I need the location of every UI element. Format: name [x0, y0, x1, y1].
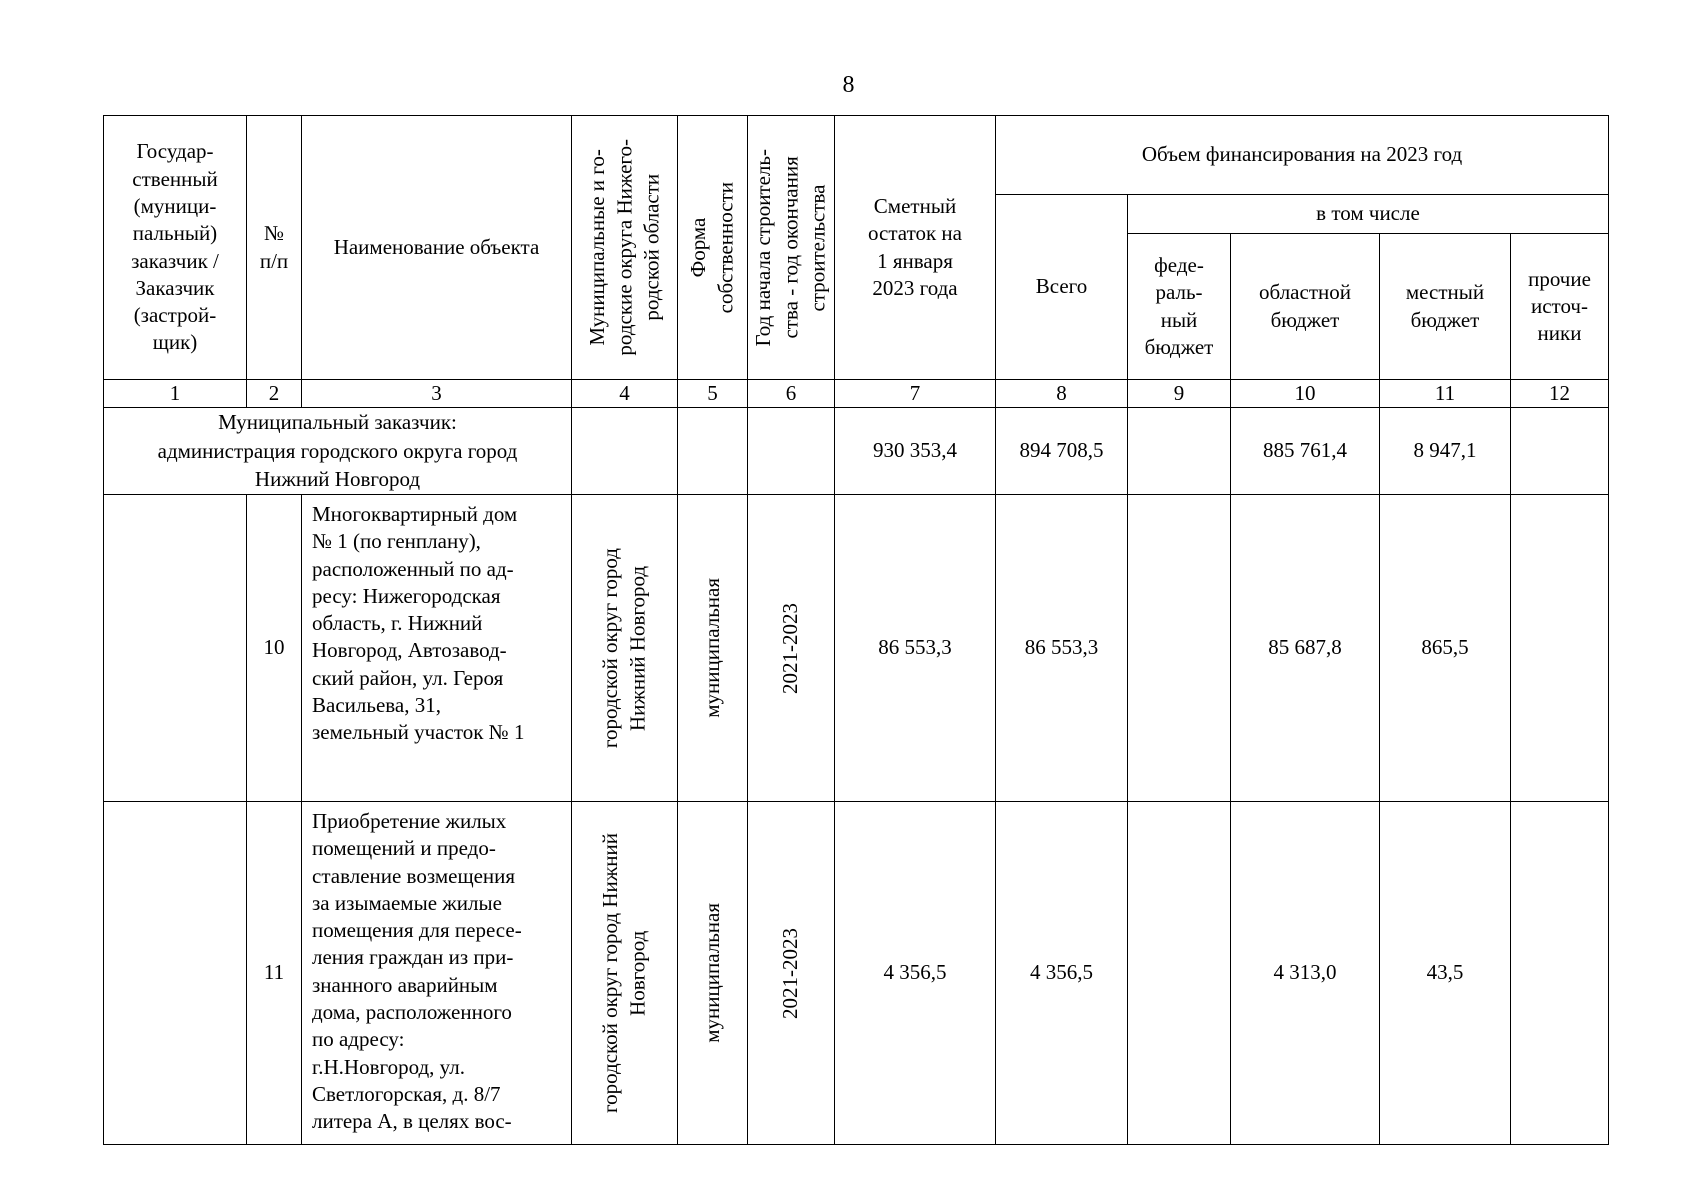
district: городской округ город Нижний Новгород	[572, 802, 678, 1145]
column-number: 10	[1231, 380, 1380, 408]
group-estimate-balance: 930 353,4	[835, 408, 996, 495]
cell-customer	[104, 495, 247, 802]
total-financing: 86 553,3	[996, 495, 1128, 802]
group-total: 894 708,5	[996, 408, 1128, 495]
regional-budget: 85 687,8	[1231, 495, 1380, 802]
column-number: 4	[572, 380, 678, 408]
total-financing: 4 356,5	[996, 802, 1128, 1145]
table-row	[104, 495, 1609, 802]
group-row-municipal-customer	[104, 408, 1609, 495]
estimate-balance: 86 553,3	[835, 495, 996, 802]
district: городской округ город Нижний Новгород	[572, 495, 678, 802]
ownership: муниципальная	[678, 802, 748, 1145]
header-object-name: Наименование объекта	[302, 116, 572, 380]
header-customer: Государ- ственный (муници- пальный) заказчик / Заказчик (застрой- щик)	[104, 116, 247, 380]
group-label: Муниципальный заказчик: администрация городского округа город Нижний Новгород	[104, 408, 572, 495]
estimate-balance: 4 356,5	[835, 802, 996, 1145]
group-regional: 885 761,4	[1231, 408, 1380, 495]
header-row-top	[104, 116, 1609, 195]
cell-empty	[748, 408, 835, 495]
header-ownership: Форма собственности	[678, 116, 748, 380]
column-number: 9	[1128, 380, 1231, 408]
object-name: Приобретение жилых помещений и предо- ставление возмещения за изымаемые жилые помещения для пересе- ления граждан из при- знанного аварийным дома, расположенного по адресу: г.Н.Новгород, ул. Светлогорская, д. 8/7 литера А, в целях вос-	[302, 802, 572, 1145]
column-number: 12	[1511, 380, 1609, 408]
group-federal	[1128, 408, 1231, 495]
row-number: 11	[247, 802, 302, 1145]
header-estimate-balance: Сметный остаток на 1 января 2023 года	[835, 116, 996, 380]
header-years: Год начала строитель- ства - год окончания строительства	[748, 116, 835, 380]
header-total: Всего	[996, 195, 1128, 380]
investment-table	[103, 115, 1609, 1145]
cell-empty	[678, 408, 748, 495]
column-number: 5	[678, 380, 748, 408]
column-number: 6	[748, 380, 835, 408]
header-other: прочие источ- ники	[1511, 234, 1609, 380]
federal-budget	[1128, 802, 1231, 1145]
object-name: Многоквартирный дом № 1 (по генплану), расположенный по ад- ресу: Нижегородская область, г. Нижний Новгород, Автозавод- ский район, ул. Героя Васильева, 31, земельный участок № 1	[302, 495, 572, 802]
construction-years: 2021-2023	[748, 802, 835, 1145]
column-number: 11	[1380, 380, 1511, 408]
column-number: 8	[996, 380, 1128, 408]
header-local: местный бюджет	[1380, 234, 1511, 380]
group-local: 8 947,1	[1380, 408, 1511, 495]
construction-years: 2021-2023	[748, 495, 835, 802]
page-number: 8	[842, 72, 855, 98]
column-number: 7	[835, 380, 996, 408]
federal-budget	[1128, 495, 1231, 802]
column-number: 1	[104, 380, 247, 408]
header-regional: областной бюджет	[1231, 234, 1380, 380]
cell-empty	[572, 408, 678, 495]
local-budget: 43,5	[1380, 802, 1511, 1145]
cell-customer	[104, 802, 247, 1145]
column-numbers-row	[104, 380, 1609, 408]
header-municipal-districts: Муниципальные и го- родские округа Нижего- родской области	[572, 116, 678, 380]
header-federal: феде- раль- ный бюджет	[1128, 234, 1231, 380]
header-financing: Объем финансирования на 2023 год	[996, 116, 1609, 195]
table-row	[104, 802, 1609, 1145]
header-number: № п/п	[247, 116, 302, 380]
local-budget: 865,5	[1380, 495, 1511, 802]
column-number: 2	[247, 380, 302, 408]
row-number: 10	[247, 495, 302, 802]
other-sources	[1511, 495, 1609, 802]
ownership: муниципальная	[678, 495, 748, 802]
other-sources	[1511, 802, 1609, 1145]
group-other	[1511, 408, 1609, 495]
regional-budget: 4 313,0	[1231, 802, 1380, 1145]
column-number: 3	[302, 380, 572, 408]
header-including: в том числе	[1128, 195, 1609, 234]
